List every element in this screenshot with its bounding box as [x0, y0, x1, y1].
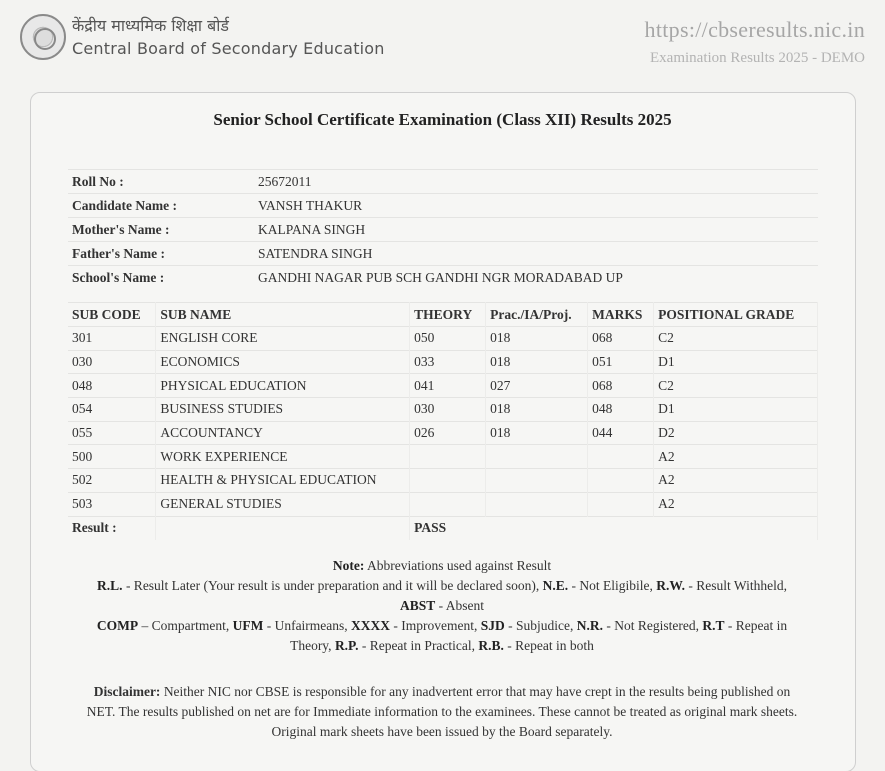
page-title: Senior School Certificate Examination (Class XII) Results 2025	[213, 110, 672, 129]
abbr-xxxx-text: - Improvement,	[390, 618, 481, 633]
marks-table	[68, 302, 818, 540]
disclaimer-text: Neither NIC nor CBSE is responsible for any inadvertent error that may have crept in the results being published on NET. The results published on net are for Immediate information to the examinees. These cannot be treated as original mark sheets. Original mark sheets have been issued by the Board separately.	[86, 684, 798, 739]
cell-sub-name: PHYSICAL EDUCATION	[156, 374, 410, 398]
disclaimer	[78, 682, 806, 742]
abbr-sjd-text: - Subjudice,	[504, 618, 577, 633]
cell-marks: 044	[588, 421, 654, 445]
table-row	[68, 421, 818, 445]
abbr-ufm: UFM	[232, 618, 264, 633]
cell-theory: 026	[410, 421, 486, 445]
result-row	[68, 516, 818, 540]
marks-header-row	[68, 303, 818, 327]
note-abbrev-line-1	[78, 576, 806, 616]
cell-sub-name: ACCOUNTANCY	[156, 421, 410, 445]
cell-practical	[486, 492, 588, 516]
site-url: https://cbseresults.nic.in	[644, 17, 865, 42]
cell-sub-code: 500	[68, 445, 156, 469]
mother-name-label: Mother's Name :	[68, 218, 258, 242]
abbr-ne: N.E.	[542, 578, 569, 593]
cell-grade: D1	[654, 350, 818, 374]
abbr-abst: ABST	[399, 598, 436, 613]
cell-marks: 068	[588, 327, 654, 351]
school-name-value: GANDHI NAGAR PUB SCH GANDHI NGR MORADABAD UP	[258, 266, 818, 290]
cell-sub-name: ECONOMICS	[156, 350, 410, 374]
note-label: Note:	[332, 558, 365, 573]
board-name-hindi: केंद्रीय माध्यमिक शिक्षा बोर्ड	[72, 16, 229, 35]
abbreviation-notes	[78, 556, 806, 656]
abbr-rt-text: - Repeat in Theory,	[290, 618, 788, 653]
table-row	[68, 492, 818, 516]
cell-grade: C2	[654, 374, 818, 398]
roll-no-label: Roll No :	[68, 170, 258, 194]
abbr-rw: R.W.	[656, 578, 685, 593]
abbr-xxxx: XXXX	[351, 618, 391, 633]
abbr-comp-text: – Compartment,	[138, 618, 233, 633]
note-line	[78, 556, 806, 576]
roll-no-value: 25672011	[258, 170, 818, 194]
candidate-name-label: Candidate Name :	[68, 194, 258, 218]
table-row	[68, 350, 818, 374]
header-sub-code: SUB CODE	[68, 303, 156, 327]
cell-grade: A2	[654, 469, 818, 493]
abbr-rw-text: - Result Withheld,	[685, 578, 787, 593]
cell-sub-name: WORK EXPERIENCE	[156, 445, 410, 469]
result-spacer	[156, 516, 410, 540]
cell-theory: 033	[410, 350, 486, 374]
cell-marks	[588, 469, 654, 493]
header-sub-name: SUB NAME	[156, 303, 410, 327]
cell-sub-code: 030	[68, 350, 156, 374]
abbr-abst-text: - Absent	[435, 598, 485, 613]
abbr-ufm-text: - Unfairmeans,	[263, 618, 352, 633]
mother-name-value: KALPANA SINGH	[258, 218, 818, 242]
result-label: Result :	[68, 516, 156, 540]
cell-marks: 048	[588, 398, 654, 422]
cell-marks: 068	[588, 374, 654, 398]
father-name-value: SATENDRA SINGH	[258, 242, 818, 266]
abbr-rb: R.B.	[478, 638, 504, 653]
abbr-rb-text: - Repeat in both	[503, 638, 594, 653]
abbr-nr: N.R.	[576, 618, 604, 633]
school-name-label: School's Name :	[68, 266, 258, 290]
father-name-label: Father's Name :	[68, 242, 258, 266]
board-name-english: Central Board of Secondary Education	[72, 39, 385, 58]
cell-sub-code: 048	[68, 374, 156, 398]
abbr-sjd: SJD	[480, 618, 505, 633]
cell-grade: A2	[654, 492, 818, 516]
table-row	[68, 398, 818, 422]
cell-theory	[410, 492, 486, 516]
cell-theory	[410, 445, 486, 469]
info-row	[68, 266, 818, 290]
cell-sub-name: GENERAL STUDIES	[156, 492, 410, 516]
cell-practical	[486, 445, 588, 469]
abbr-nr-text: - Not Registered,	[603, 618, 703, 633]
cell-theory: 050	[410, 327, 486, 351]
abbr-rl-text: - Result Later (Your result is under preparation and it will be declared soon),	[122, 578, 543, 593]
info-row	[68, 194, 818, 218]
header-grade: POSITIONAL GRADE	[654, 303, 818, 327]
cell-grade: D2	[654, 421, 818, 445]
cell-grade: A2	[654, 445, 818, 469]
cell-practical	[486, 469, 588, 493]
abbr-rp-text: - Repeat in Practical,	[358, 638, 479, 653]
abbr-rl: R.L.	[97, 578, 123, 593]
cell-sub-code: 055	[68, 421, 156, 445]
info-row	[68, 170, 818, 194]
table-row	[68, 374, 818, 398]
cell-sub-code: 054	[68, 398, 156, 422]
abbr-rp: R.P.	[334, 638, 359, 653]
cell-practical: 018	[486, 421, 588, 445]
cell-sub-name: BUSINESS STUDIES	[156, 398, 410, 422]
abbr-comp: COMP	[96, 618, 139, 633]
table-row	[68, 445, 818, 469]
cell-theory	[410, 469, 486, 493]
result-value: PASS	[410, 516, 818, 540]
note-text: Abbreviations used against Result	[364, 558, 552, 573]
cell-practical: 018	[486, 398, 588, 422]
candidate-name-value: VANSH THAKUR	[258, 194, 818, 218]
cell-sub-code: 301	[68, 327, 156, 351]
cell-sub-name: HEALTH & PHYSICAL EDUCATION	[156, 469, 410, 493]
cell-sub-code: 502	[68, 469, 156, 493]
cell-practical: 018	[486, 350, 588, 374]
cell-grade: C2	[654, 327, 818, 351]
cell-theory: 041	[410, 374, 486, 398]
cbse-logo-icon	[20, 14, 66, 60]
cell-marks	[588, 492, 654, 516]
table-row	[68, 327, 818, 351]
info-row	[68, 242, 818, 266]
info-row	[68, 218, 818, 242]
header-theory: THEORY	[410, 303, 486, 327]
cell-practical: 018	[486, 327, 588, 351]
cell-marks: 051	[588, 350, 654, 374]
cell-sub-name: ENGLISH CORE	[156, 327, 410, 351]
cell-theory: 030	[410, 398, 486, 422]
note-abbrev-line-2	[78, 616, 806, 656]
cell-sub-code: 503	[68, 492, 156, 516]
page-header	[0, 0, 885, 90]
cell-practical: 027	[486, 374, 588, 398]
cell-marks	[588, 445, 654, 469]
table-row	[68, 469, 818, 493]
candidate-info-table	[68, 169, 818, 290]
disclaimer-label: Disclaimer:	[93, 684, 161, 699]
header-practical: Prac./IA/Proj.	[486, 303, 588, 327]
site-subtitle: Examination Results 2025 - DEMO	[650, 50, 865, 66]
cell-grade: D1	[654, 398, 818, 422]
header-marks: MARKS	[588, 303, 654, 327]
abbr-rt: R.T	[702, 618, 725, 633]
abbr-ne-text: - Not Eligibile,	[568, 578, 657, 593]
